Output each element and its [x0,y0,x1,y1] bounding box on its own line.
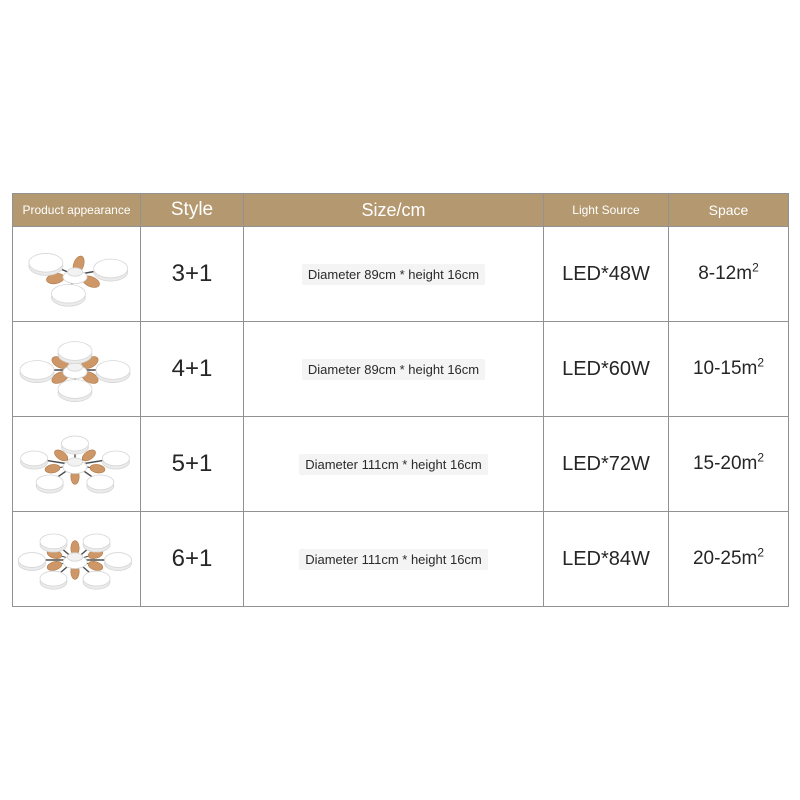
space-superscript: 2 [752,260,759,275]
light-source-cell: LED*72W [544,417,669,512]
product-appearance-cell [13,512,141,607]
space-cell [669,322,789,417]
table-header-row [13,194,789,227]
style-cell: 3+1 [141,227,244,322]
size-text: Diameter 89cm * height 16cm [302,359,485,380]
size-text: Diameter 111cm * height 16cm [299,549,488,570]
style-cell: 4+1 [141,322,244,417]
table-row [13,417,789,512]
light-source-cell: LED*60W [544,322,669,417]
space-superscript: 2 [757,545,765,560]
light-source-cell: LED*84W [544,512,669,607]
product-appearance-cell [13,227,141,322]
lamp-image [16,326,138,412]
space-value: 8-12m [698,263,753,284]
lamp-image [16,231,138,317]
product-appearance-cell [13,322,141,417]
space-value: 20-25m [692,548,758,569]
size-text: Diameter 111cm * height 16cm [299,454,488,475]
space-value: 15-20m [692,453,758,474]
header-space: Space [669,194,789,227]
space-superscript: 2 [757,450,765,465]
table-row [13,512,789,607]
space-value: 10-15m [692,358,758,379]
product-spec-table [12,193,789,607]
style-cell: 6+1 [141,512,244,607]
header-product-appearance: Product appearance [13,194,141,227]
size-cell [244,322,544,417]
lamp-image [16,516,138,602]
light-source-cell: LED*48W [544,227,669,322]
style-cell: 5+1 [141,417,244,512]
space-cell [669,417,789,512]
table-row [13,322,789,417]
space-cell [669,512,789,607]
size-cell [244,227,544,322]
lamp-image [16,421,138,507]
table-row [13,227,789,322]
product-appearance-cell [13,417,141,512]
size-cell [244,512,544,607]
space-cell [669,227,789,322]
header-light-source: Light Source [544,194,669,227]
header-style: Style [141,194,244,227]
size-cell [244,417,544,512]
space-superscript: 2 [757,355,765,370]
size-text: Diameter 89cm * height 16cm [302,264,485,285]
header-size: Size/cm [244,194,544,227]
